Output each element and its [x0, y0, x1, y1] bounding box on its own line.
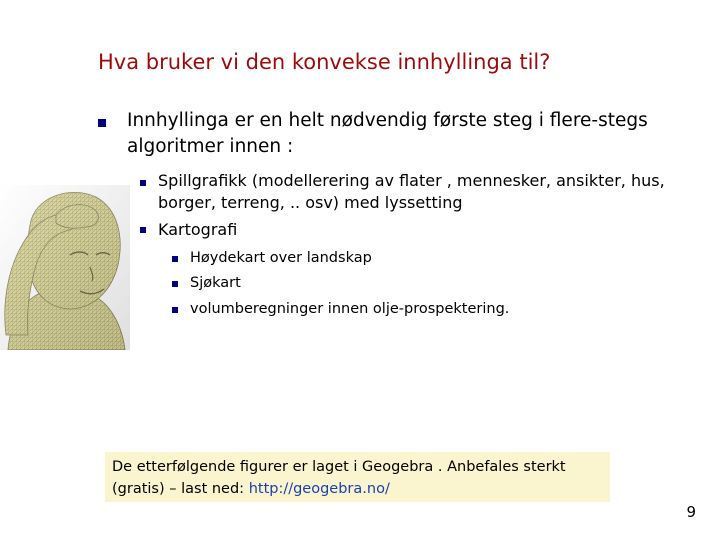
slide-title: Hva bruker vi den konvekse innhyllinga til?: [98, 50, 551, 74]
bullet-level3-text: volumberegninger innen olje-prospektering.: [190, 301, 510, 317]
bullet-level3-text: Sjøkart: [190, 275, 241, 291]
geogebra-link[interactable]: http://geogebra.no/: [248, 481, 390, 497]
mesh-statue-image: [0, 185, 130, 350]
bullet-level3-marker: [172, 281, 178, 287]
bullet-level2-marker: [140, 180, 146, 186]
note-box: [105, 452, 610, 502]
bullet-level2-text: Spillgrafikk (modellerering av flater , mennesker, ansikter, hus, borger, terreng, .. osv) med lyssetting: [158, 171, 665, 212]
bullet-level3-text: Høydekart over landskap: [190, 250, 372, 266]
bullet-level3-marker: [172, 256, 178, 262]
bullet-level2-marker: [140, 227, 146, 233]
bullet-level1-marker: [98, 119, 106, 127]
bullet-level2-text: Kartografi: [158, 220, 238, 239]
bullet-level3-marker: [172, 307, 178, 313]
page-number: 9: [686, 503, 696, 521]
note-text: De etterfølgende figurer er laget i Geogebra . Anbefales sterkt (gratis) – last ned:: [112, 459, 566, 497]
bullet-level1-text: Innhyllinga er en helt nødvendig første steg i flere-stegs algoritmer innen :: [127, 110, 648, 157]
